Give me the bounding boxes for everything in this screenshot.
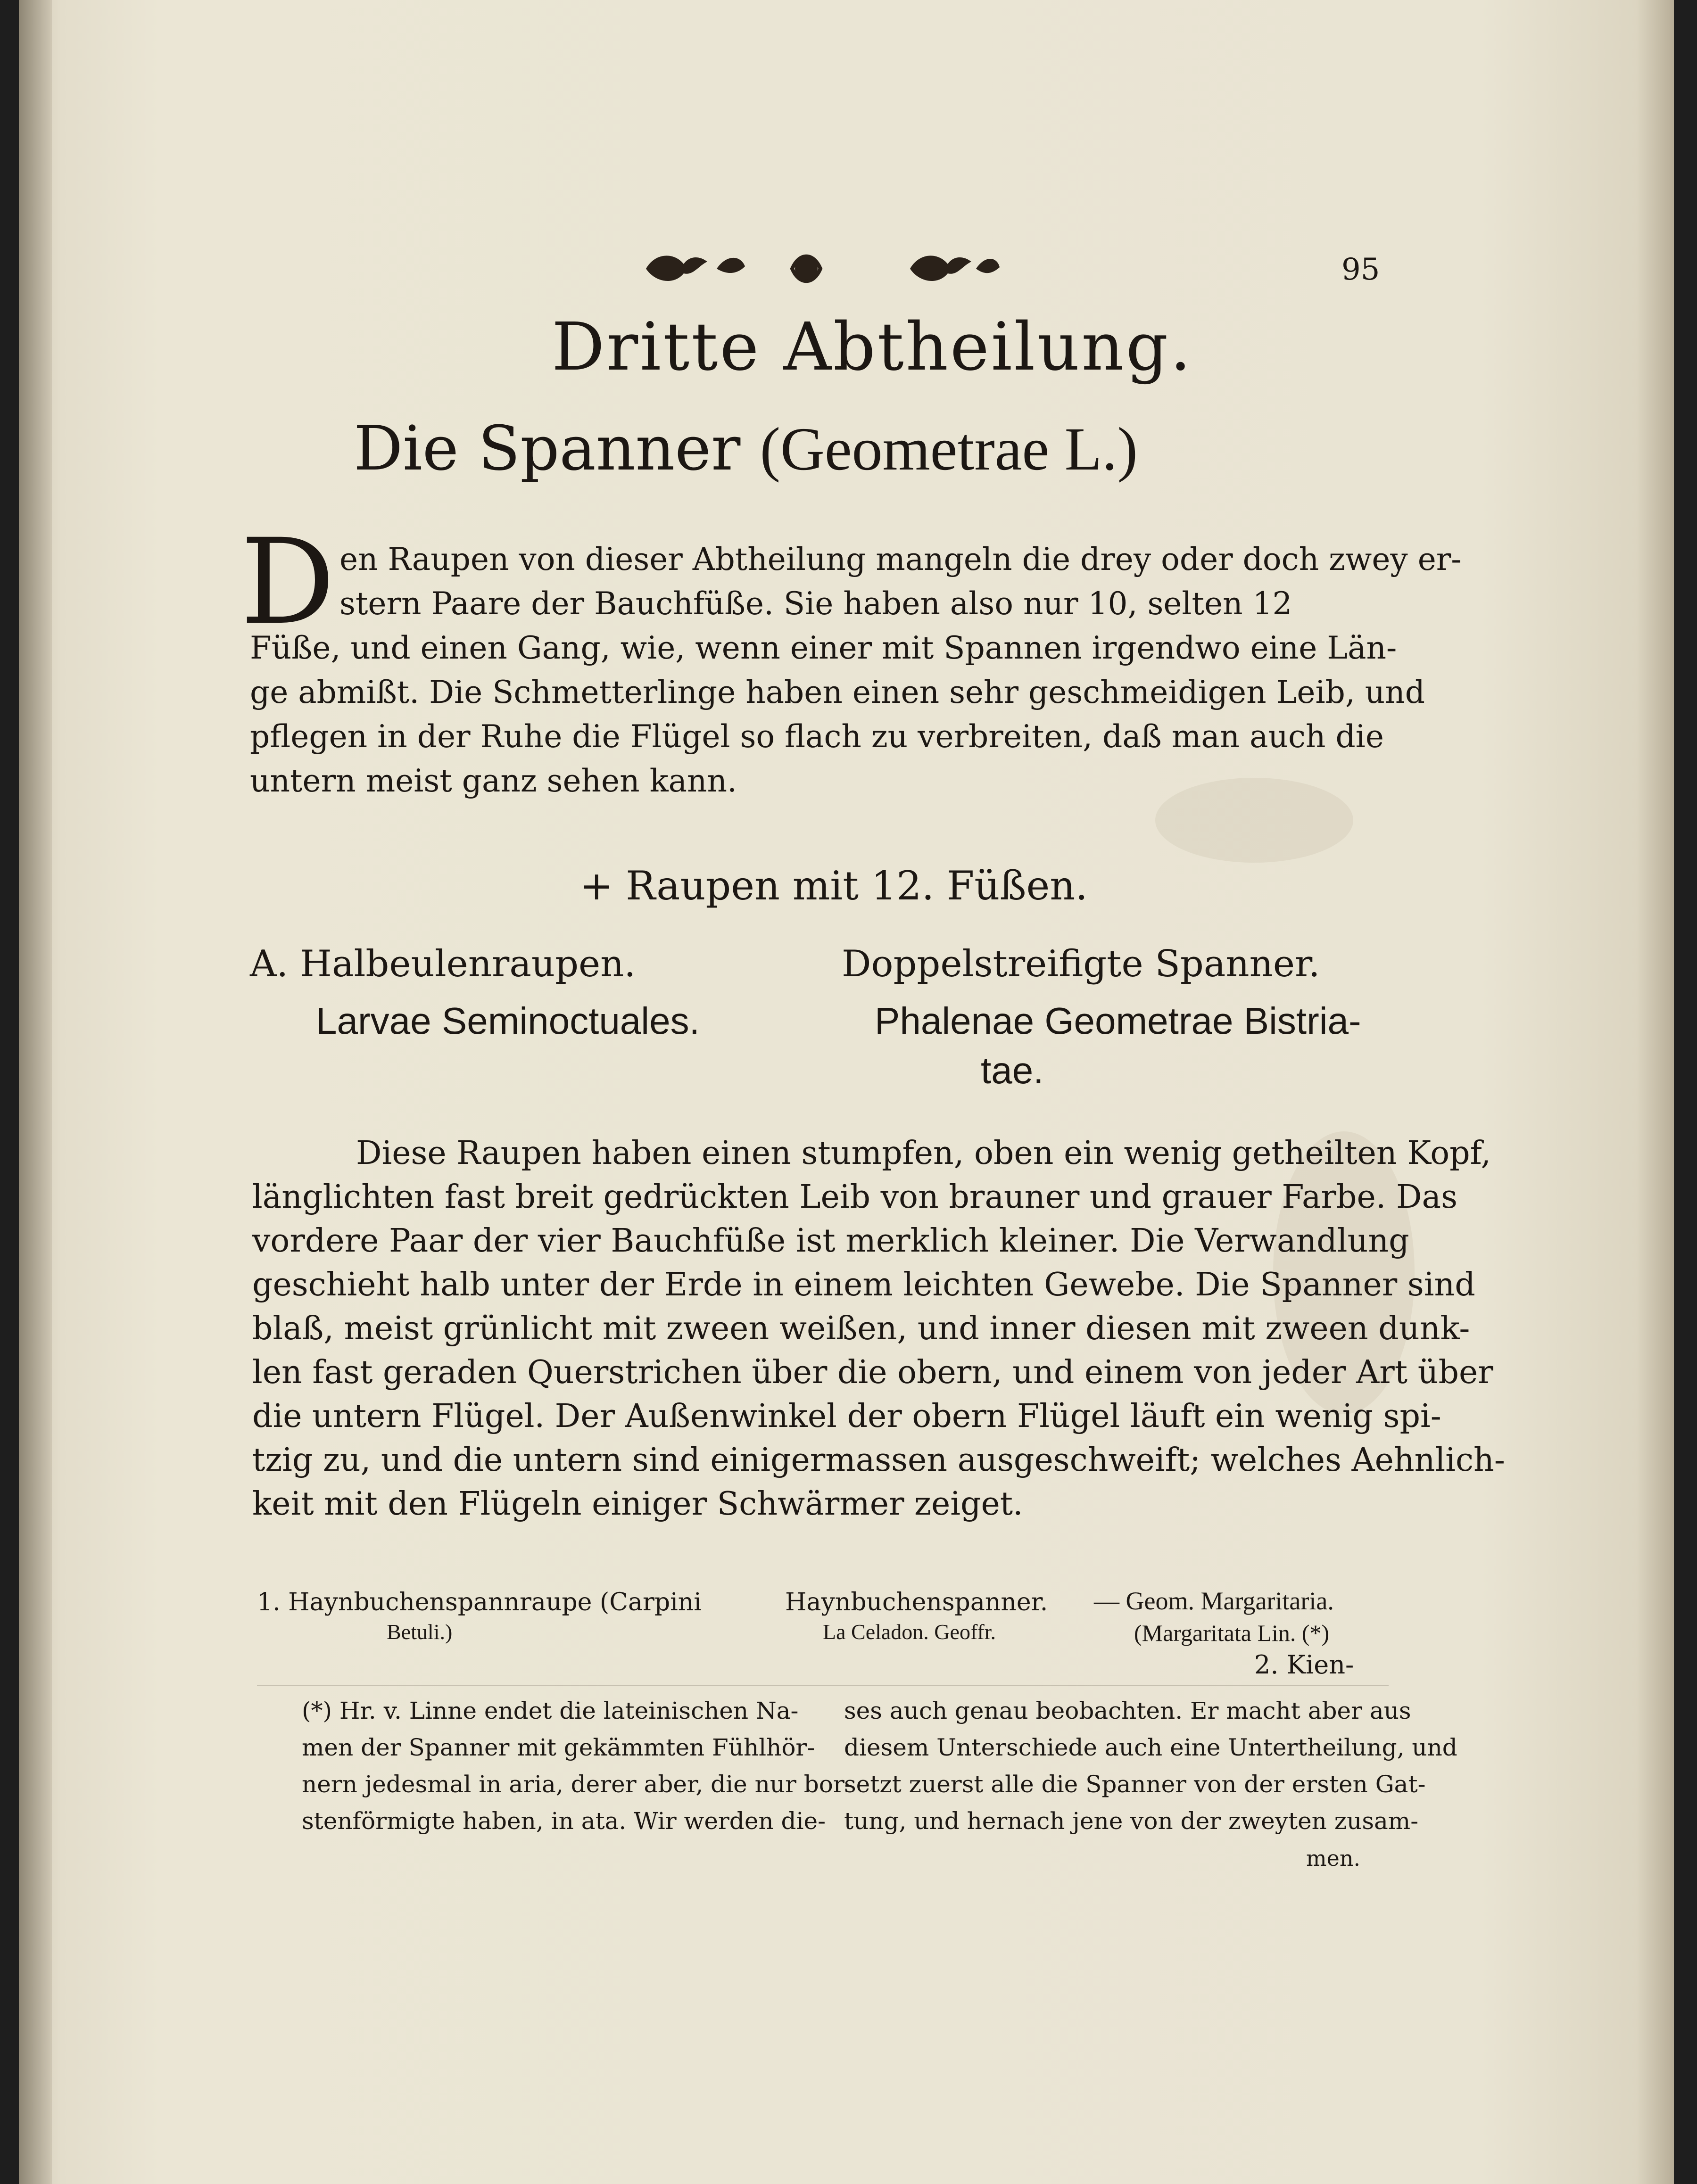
species-geometra-name: — Geom. Margaritaria. <box>1094 1587 1334 1615</box>
intro-paragraph <box>250 537 1462 803</box>
text-line: pflegen in der Ruhe die Flügel so flach zu verbreiten, daß man auch die <box>250 718 1384 755</box>
species-caterpillar-latin: Betuli.) <box>387 1620 453 1644</box>
species-moth-name: Haynbuchenspanner. <box>785 1588 1048 1616</box>
footnote-line: (*) Hr. v. Linne endet die lateinischen Na- <box>302 1697 799 1724</box>
moth-latin-name-cont: tae. <box>981 1049 1044 1091</box>
footnote-line: stenförmigte haben, in ata. Wir werden die- <box>302 1807 826 1835</box>
text-line: untern meist ganz sehen kann. <box>250 763 737 799</box>
footnote-line: men der Spanner mit gekämmten Fühlhör- <box>302 1734 815 1761</box>
larva-latin-name: Larvae Seminoctuales. <box>316 1000 700 1042</box>
group-heading: + Raupen mit 12. Füßen. <box>580 863 1088 909</box>
footnote-line: tung, und hernach jene von der zweyten zusam- <box>844 1807 1419 1835</box>
footnote-right-column <box>844 1692 1457 1839</box>
decorative-ornament-icon <box>637 243 1004 295</box>
text-line: tzig zu, und die untern sind einigermassen ausgeschweift; welches Aehnlich- <box>252 1442 1505 1479</box>
page-number: 95 <box>1341 252 1380 287</box>
moth-latin-name: Phalenae Geometrae Bistria- <box>875 1000 1361 1042</box>
text-line: Diese Raupen haben einen stumpfen, oben ein wenig getheilten Kopf, <box>356 1135 1491 1172</box>
footnote-line: ses auch genau beobachten. Er macht aber aus <box>844 1697 1411 1724</box>
text-line: Füße, und einen Gang, wie, wenn einer mit Spannen irgendwo eine Län- <box>250 630 1397 666</box>
chapter-title-german: Die Spanner <box>354 412 741 484</box>
text-line: blaß, meist grünlicht mit zween weißen, und inner diesen mit zween dunk- <box>252 1310 1470 1347</box>
page-gutter <box>19 0 52 2184</box>
text-line: len fast geraden Querstrichen über die obern, und einem von jeder Art über <box>252 1354 1493 1391</box>
text-line: ge abmißt. Die Schmetterlinge haben einen sehr geschmeidigen Leib, und <box>250 674 1425 710</box>
section-heading: Dritte Abtheilung. <box>552 309 1193 386</box>
species-linnaeus-synonym: (Margaritata Lin. (*) <box>1134 1620 1330 1646</box>
text-line: stern Paare der Bauchfüße. Sie haben also nur 10, selten 12 <box>339 585 1292 622</box>
chapter-title-latin: (Geometrae L.) <box>760 415 1138 483</box>
text-line: geschieht halb unter der Erde in einem leichten Gewebe. Die Spanner sind <box>252 1266 1475 1303</box>
footnote-divider <box>257 1685 1389 1686</box>
species-caterpillar-name: 1. Haynbuchenspannraupe (Carpini <box>257 1588 702 1616</box>
text-line: vordere Paar der vier Bauchfüße ist merklich kleiner. Die Verwandlung <box>252 1222 1409 1260</box>
description-paragraph <box>252 1131 1505 1526</box>
text-line: keit mit den Flügeln einiger Schwärmer zeiget. <box>252 1485 1023 1523</box>
moth-heading: Doppelstreifigte Spanner. <box>842 943 1320 985</box>
species-moth-french: La Celadon. Geoffr. <box>823 1620 996 1644</box>
footnote-line: setzt zuerst alle die Spanner von der ersten Gat- <box>844 1771 1426 1798</box>
chapter-title <box>354 412 1138 485</box>
larva-heading: A. Halbeulenraupen. <box>250 943 636 985</box>
text-line: en Raupen von dieser Abtheilung mangeln die drey oder doch zwey er- <box>339 541 1462 577</box>
catchword: 2. Kien- <box>1254 1650 1354 1680</box>
drop-cap: D <box>240 513 335 651</box>
footnote-line: diesem Unterschiede auch eine Untertheilung, und <box>844 1734 1457 1761</box>
text-line: länglichten fast breit gedrückten Leib von brauner und grauer Farbe. Das <box>252 1179 1457 1216</box>
footnote-end: men. <box>1306 1846 1361 1871</box>
text-line: die untern Flügel. Der Außenwinkel der obern Flügel läuft ein wenig spi- <box>252 1398 1441 1435</box>
footnote-line: nern jedesmal in aria, derer aber, die nur bor- <box>302 1771 853 1798</box>
footnote-left-column <box>302 1692 853 1839</box>
